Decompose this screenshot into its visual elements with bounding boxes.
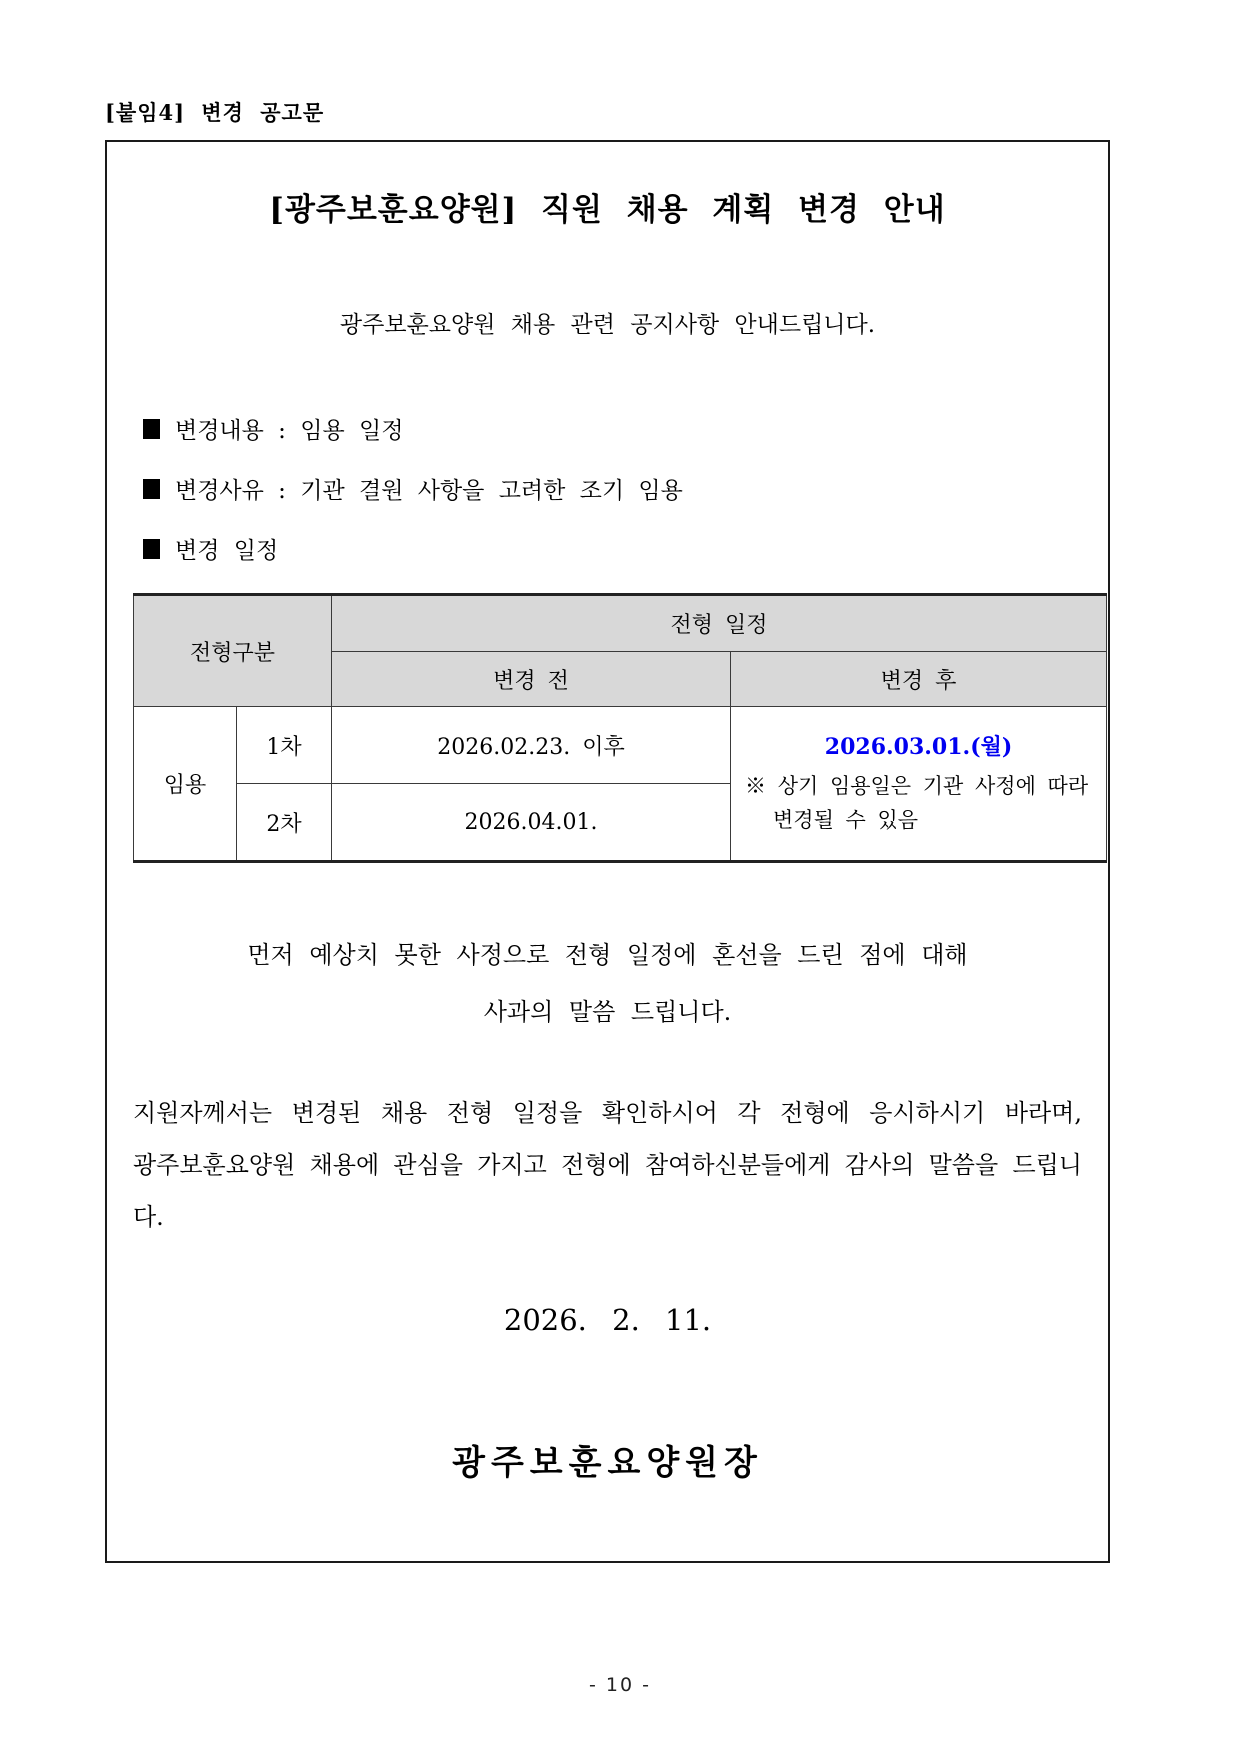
cell-round-2: 2차 <box>237 784 332 862</box>
signature-title: 광주보훈요양원장 <box>452 1443 763 1483</box>
black-square-bullet-icon <box>143 419 160 439</box>
bullet-text: 변경사유 : 기관 결원 사항을 고려한 조기 임용 <box>175 478 683 504</box>
bullet-text: 변경 일정 <box>175 538 279 564</box>
cell-after-merged <box>731 707 1107 862</box>
bullet-item-change-content <box>143 413 1082 444</box>
black-square-bullet-icon <box>143 539 160 559</box>
attachment-label: [붙임4] 변경 공고문 <box>105 100 325 125</box>
closing-paragraph <box>133 1087 1082 1243</box>
closing-line-2: 광주보훈요양원 채용에 관심을 가지고 전형에 참여하신분들에게 감사의 말씀을 드립니다. <box>133 1151 1082 1231</box>
header-cell-schedule: 전형 일정 <box>332 595 1107 652</box>
header-cell-after: 변경 후 <box>731 652 1107 707</box>
cell-before-date-1: 2026.02.23. 이후 <box>332 707 731 784</box>
cell-round-1: 1차 <box>237 707 332 784</box>
black-square-bullet-icon <box>143 479 160 499</box>
cell-group-label: 임용 <box>134 707 237 862</box>
page-number: - 10 - <box>589 1674 651 1696</box>
table-row <box>134 707 1107 784</box>
schedule-table <box>133 593 1107 863</box>
apology-line-2: 사과의 말씀 드립니다. <box>483 998 732 1026</box>
greeting-text: 광주보훈요양원 채용 관련 공지사항 안내드립니다. <box>339 312 876 338</box>
bullet-item-change-reason <box>143 473 1082 504</box>
notice-box <box>105 140 1110 1563</box>
cell-before-date-2: 2026.04.01. <box>332 784 731 862</box>
closing-line-1: 지원자께서는 변경된 채용 전형 일정을 확인하시어 각 전형에 응시하시기 바라며, <box>133 1099 1082 1127</box>
apology-paragraph <box>133 927 1082 1041</box>
bullet-item-change-schedule <box>143 533 1082 564</box>
header-cell-before: 변경 전 <box>332 652 731 707</box>
new-date-text: 2026.03.01.(월) <box>824 734 1013 760</box>
bullet-list <box>143 413 1082 564</box>
bullet-text: 변경내용 : 임용 일정 <box>175 418 404 444</box>
apology-line-1: 먼저 예상치 못한 사정으로 전형 일정에 혼선을 드린 점에 대해 <box>247 941 968 969</box>
header-cell-category: 전형구분 <box>134 595 332 707</box>
after-note-text: ※ 상기 임용일은 기관 사정에 따라 변경될 수 있음 <box>745 774 1089 832</box>
table-header-row-1 <box>134 595 1107 652</box>
notice-title: [광주보훈요양원] 직원 채용 계획 변경 안내 <box>269 192 946 228</box>
issue-date: 2026. 2. 11. <box>503 1303 712 1337</box>
